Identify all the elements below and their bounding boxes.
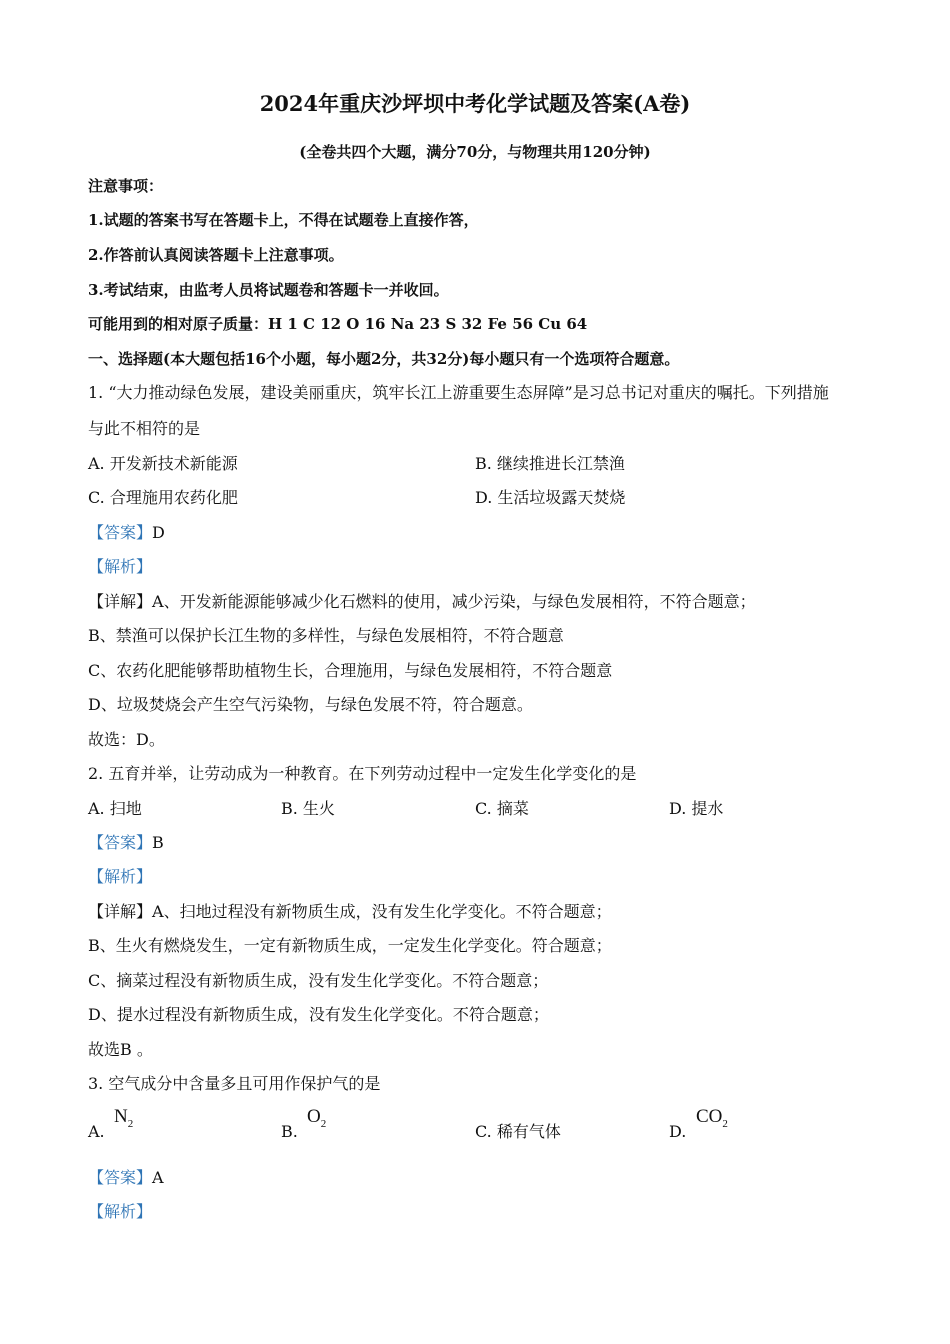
q1-detail-4: D、垃圾焚烧会产生空气污染物，与绿色发展不符，符合题意。 (88, 695, 533, 714)
q2-answer (88, 833, 164, 853)
formula-sub: 2 (127, 1117, 134, 1130)
q1-option-d: D. 生活垃圾露天焚烧 (475, 488, 626, 507)
q1-conclusion: 故选：D。 (88, 730, 165, 749)
q1-detail-3: C、农药化肥能够帮助植物生长，合理施用，与绿色发展相符，不符合题意 (88, 661, 613, 680)
section-heading: 一、选择题(本大题包括16个小题，每小题2分，共32分)每小题只有一个选项符合题意。 (88, 350, 680, 368)
q2-stem: 2. 五育并举，让劳动成为一种教育。在下列劳动过程中一定发生化学变化的是 (88, 764, 637, 783)
q2-option-a: A. 扫地 (88, 799, 142, 818)
q1-stem-line1: 1. “大力推动绿色发展，建设美丽重庆，筑牢长江上游重要生态屏障”是习总书记对重庆的嘱托。下列措施 (88, 383, 829, 402)
notice-item-2: 2.作答前认真阅读答题卡上注意事项。 (88, 246, 344, 264)
q3-option-b-formula (307, 1106, 326, 1130)
formula-main: N (114, 1106, 128, 1127)
q2-detail-1-text: A、扫地过程没有新物质生成，没有发生化学变化。不符合题意； (152, 902, 612, 921)
formula-sub: 2 (320, 1117, 327, 1130)
page-title: 2024年重庆沙坪坝中考化学试题及答案(A卷) (259, 91, 691, 116)
q3-answer (88, 1168, 164, 1188)
q2-option-b: B. 生火 (281, 799, 335, 818)
q3-option-d-label: D. (669, 1122, 687, 1141)
detail-label: 【详解】 (88, 592, 153, 611)
atomic-mass-line: 可能用到的相对原子质量：H 1 C 12 O 16 Na 23 S 32 Fe 56 Cu 64 (88, 315, 588, 333)
page-subtitle: (全卷共四个大题，满分70分，与物理共用120分钟) (299, 143, 651, 161)
q1-answer-value: D (152, 523, 165, 542)
q2-detail-2: B、生火有燃烧发生，一定有新物质生成，一定发生化学变化。符合题意； (88, 936, 612, 955)
q3-option-a-label: A. (88, 1122, 105, 1141)
q2-conclusion: 故选B 。 (88, 1040, 153, 1059)
q1-stem-line2: 与此不相符的是 (88, 419, 201, 438)
notice-item-3: 3.考试结束，由监考人员将试题卷和答题卡一并收回。 (88, 281, 449, 299)
answer-label: 【答案】 (88, 833, 153, 852)
q2-option-c: C. 摘菜 (475, 799, 529, 818)
q1-option-b: B. 继续推进长江禁渔 (475, 454, 625, 473)
q1-detail-1 (88, 592, 756, 612)
q3-stem: 3. 空气成分中含量多且可用作保护气的是 (88, 1074, 381, 1093)
detail-label: 【详解】 (88, 902, 153, 921)
q2-answer-value: B (152, 833, 164, 852)
q2-detail-1 (88, 902, 612, 922)
q3-option-a-formula (114, 1106, 133, 1130)
q3-analysis-label: 【解析】 (88, 1202, 153, 1221)
q1-analysis-label: 【解析】 (88, 557, 153, 576)
q2-option-d: D. 提水 (669, 799, 724, 818)
q3-option-c: C. 稀有气体 (475, 1122, 561, 1141)
answer-label: 【答案】 (88, 1168, 153, 1187)
q3-answer-value: A (152, 1168, 164, 1187)
q1-answer (88, 523, 165, 543)
notice-item-1: 1.试题的答案书写在答题卡上，不得在试题卷上直接作答， (88, 211, 479, 229)
notice-heading: 注意事项： (88, 177, 164, 195)
q3-option-b-label: B. (281, 1122, 298, 1141)
formula-main: O (307, 1106, 321, 1127)
q2-detail-4: D、提水过程没有新物质生成，没有发生化学变化。不符合题意； (88, 1005, 549, 1024)
answer-label: 【答案】 (88, 523, 153, 542)
q1-detail-1-text: A、开发新能源能够减少化石燃料的使用，减少污染，与绿色发展相符，不符合题意； (152, 592, 756, 611)
q1-option-a: A. 开发新技术新能源 (88, 454, 238, 473)
q1-detail-2: B、禁渔可以保护长江生物的多样性，与绿色发展相符，不符合题意 (88, 626, 564, 645)
formula-sub: 2 (722, 1117, 728, 1130)
formula-main: CO (696, 1106, 723, 1127)
q2-detail-3: C、摘菜过程没有新物质生成，没有发生化学变化。不符合题意； (88, 971, 549, 990)
q2-analysis-label: 【解析】 (88, 867, 153, 886)
q1-option-c: C. 合理施用农药化肥 (88, 488, 238, 507)
q3-option-d-formula (696, 1106, 728, 1130)
